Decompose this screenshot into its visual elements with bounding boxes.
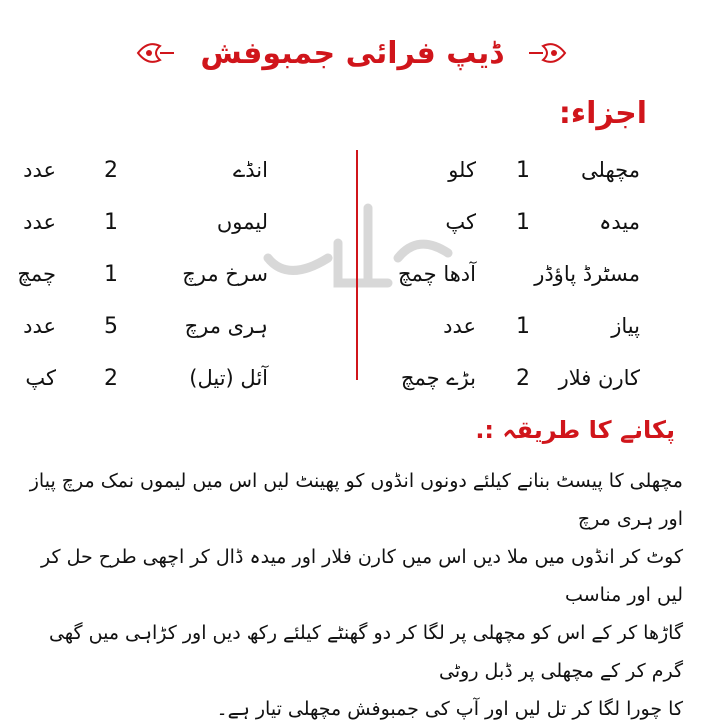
ingredient-quantity: 1	[516, 158, 530, 183]
ingredient-unit: آدھا چمچ	[397, 262, 476, 286]
ingredients-heading: اجزاء:	[558, 96, 647, 131]
ingredient-unit: کلو	[448, 158, 476, 182]
title-row	[0, 28, 703, 78]
ornament-left-icon	[134, 38, 178, 68]
ingredient-row	[0, 366, 703, 402]
method-line: گاڑھا کر کے اس کو مچھلی پر لگا کر دو گھنٹے کیلئے رکھ دیں اور کڑاہی میں گھی گرم کر کے مچھلی پر ڈبل روٹی	[48, 622, 683, 682]
ingredient-row	[0, 262, 703, 298]
method-text	[23, 462, 683, 728]
ingredient-name: میدہ	[599, 210, 640, 234]
ingredient-unit: چمچ	[17, 262, 56, 286]
ingredient-name: پیاز	[611, 314, 640, 338]
ingredient-unit: کپ	[445, 210, 476, 234]
ingredient-quantity: 2	[516, 366, 530, 391]
ingredient-row	[0, 210, 703, 246]
ingredient-name: مسٹرڈ پاؤڈر	[534, 262, 640, 286]
page-title: ڈیپ فرائی جمبوفش	[200, 35, 503, 71]
ingredient-quantity: 1	[104, 210, 118, 235]
ingredient-unit: عدد	[23, 314, 56, 338]
ingredient-quantity: 5	[104, 314, 118, 339]
method-heading: پکانے کا طریقہ :.	[475, 416, 675, 444]
ingredient-unit: عدد	[443, 314, 476, 338]
method-line: کوٹ کر انڈوں میں ملا دیں اس میں کارن فلار اور میدہ ڈال کر اچھی طرح حل کر لیں اور مناسب	[41, 546, 683, 606]
ingredient-quantity: 1	[516, 314, 530, 339]
ingredient-name: سرخ مرچ	[182, 262, 268, 286]
ingredient-name: مچھلی	[581, 158, 640, 182]
method-line: مچھلی کا پیسٹ بنانے کیلئے دونوں انڈوں کو پھینٹ لیں اس میں لیموں نمک مرچ پیاز اور ہری مرچ	[29, 470, 683, 530]
method-line: کا چورا لگا کر تل لیں اور آپ کی جمبوفش مچھلی تیار ہے۔	[216, 698, 683, 720]
ingredient-row	[0, 314, 703, 350]
ingredient-quantity: 2	[104, 366, 118, 391]
ingredient-name: انڈے	[232, 158, 268, 182]
ingredient-name: ہری مرچ	[184, 314, 268, 338]
ingredient-unit: عدد	[23, 158, 56, 182]
ingredient-unit: کپ	[25, 366, 56, 390]
ingredient-quantity: 2	[104, 158, 118, 183]
ornament-right-icon	[525, 38, 569, 68]
ingredient-name: آئل (تیل)	[189, 366, 268, 390]
ingredient-name: لیموں	[216, 210, 268, 234]
ingredient-quantity: 1	[104, 262, 118, 287]
ingredient-name: کارن فلار	[558, 366, 640, 390]
ingredient-unit: بڑے چمچ	[400, 366, 476, 390]
ingredient-quantity: 1	[516, 210, 530, 235]
ingredient-unit: عدد	[23, 210, 56, 234]
ingredient-row	[0, 158, 703, 194]
